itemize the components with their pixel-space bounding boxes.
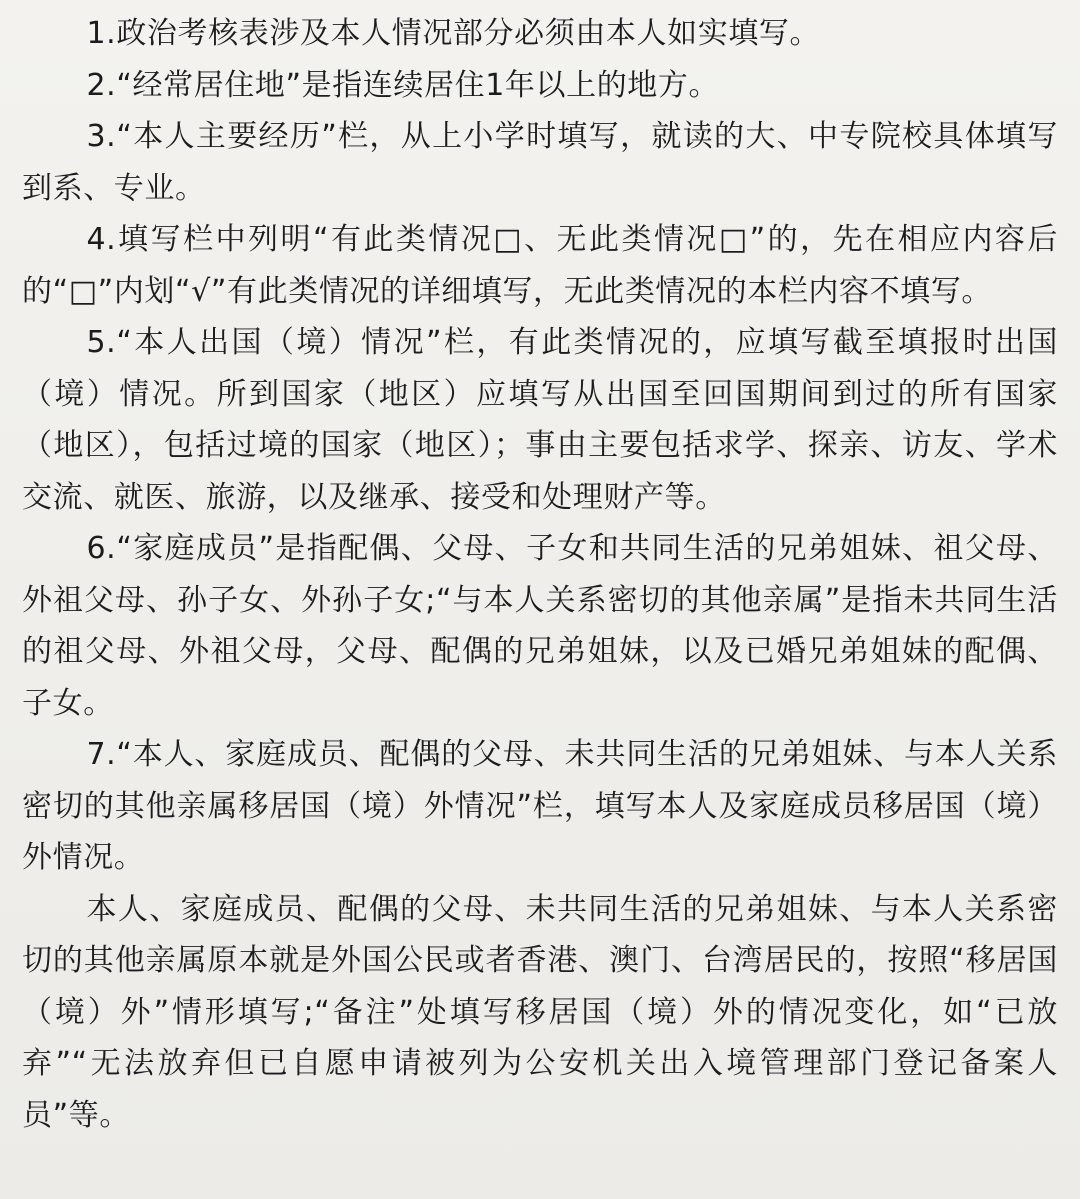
instruction-7: 7.“本人、家庭成员、配偶的父母、未共同生活的兄弟姐妹、与本人关系密切的其他亲属移居国（境）外情况”栏，填写本人及家庭成员移居国（境）外情况。 xyxy=(22,737,1058,875)
instruction-1: 1.政治考核表涉及本人情况部分必须由本人如实填写。 xyxy=(86,16,821,51)
instruction-7-supplement: 本人、家庭成员、配偶的父母、未共同生活的兄弟姐妹、与本人关系密切的其他亲属原本就是外国公民或者香港、澳门、台湾居民的，按照“移居国（境）外”情形填写;“备注”处填写移居国（境）外的情况变化，如“已放弃”“无法放弃但已自愿申请被列为公安机关出入境管理部门登记备案人员”等。 xyxy=(22,891,1058,1133)
instruction-3: 3.“本人主要经历”栏，从上小学时填写，就读的大、中专院校具体填写到系、专业。 xyxy=(22,119,1058,206)
instruction-6: 6.“家庭成员”是指配偶、父母、子女和共同生活的兄弟姐妹、祖父母、外祖父母、孙子女、外孙子女;“与本人关系密切的其他亲属”是指未共同生活的祖父母、外祖父母，父母、配偶的兄弟姐妹，以及已婚兄弟姐妹的配偶、子女。 xyxy=(22,531,1058,721)
instruction-2: 2.“经常居住地”是指连续居住1年以上的地方。 xyxy=(86,67,720,103)
instruction-4: 4.填写栏中列明“有此类情况□、无此类情况□”的，先在相应内容后的“□”内划“√”有此类情况的详细填写，无此类情况的本栏内容不填写。 xyxy=(22,222,1058,309)
instruction-5: 5.“本人出国（境）情况”栏，有此类情况的，应填写截至填报时出国（境）情况。所到国家（地区）应填写从出国至回国期间到过的所有国家（地区），包括过境的国家（地区）；事由主要包括求学、探亲、访友、学术交流、就医、旅游，以及继承、接受和处理财产等。 xyxy=(22,325,1058,515)
